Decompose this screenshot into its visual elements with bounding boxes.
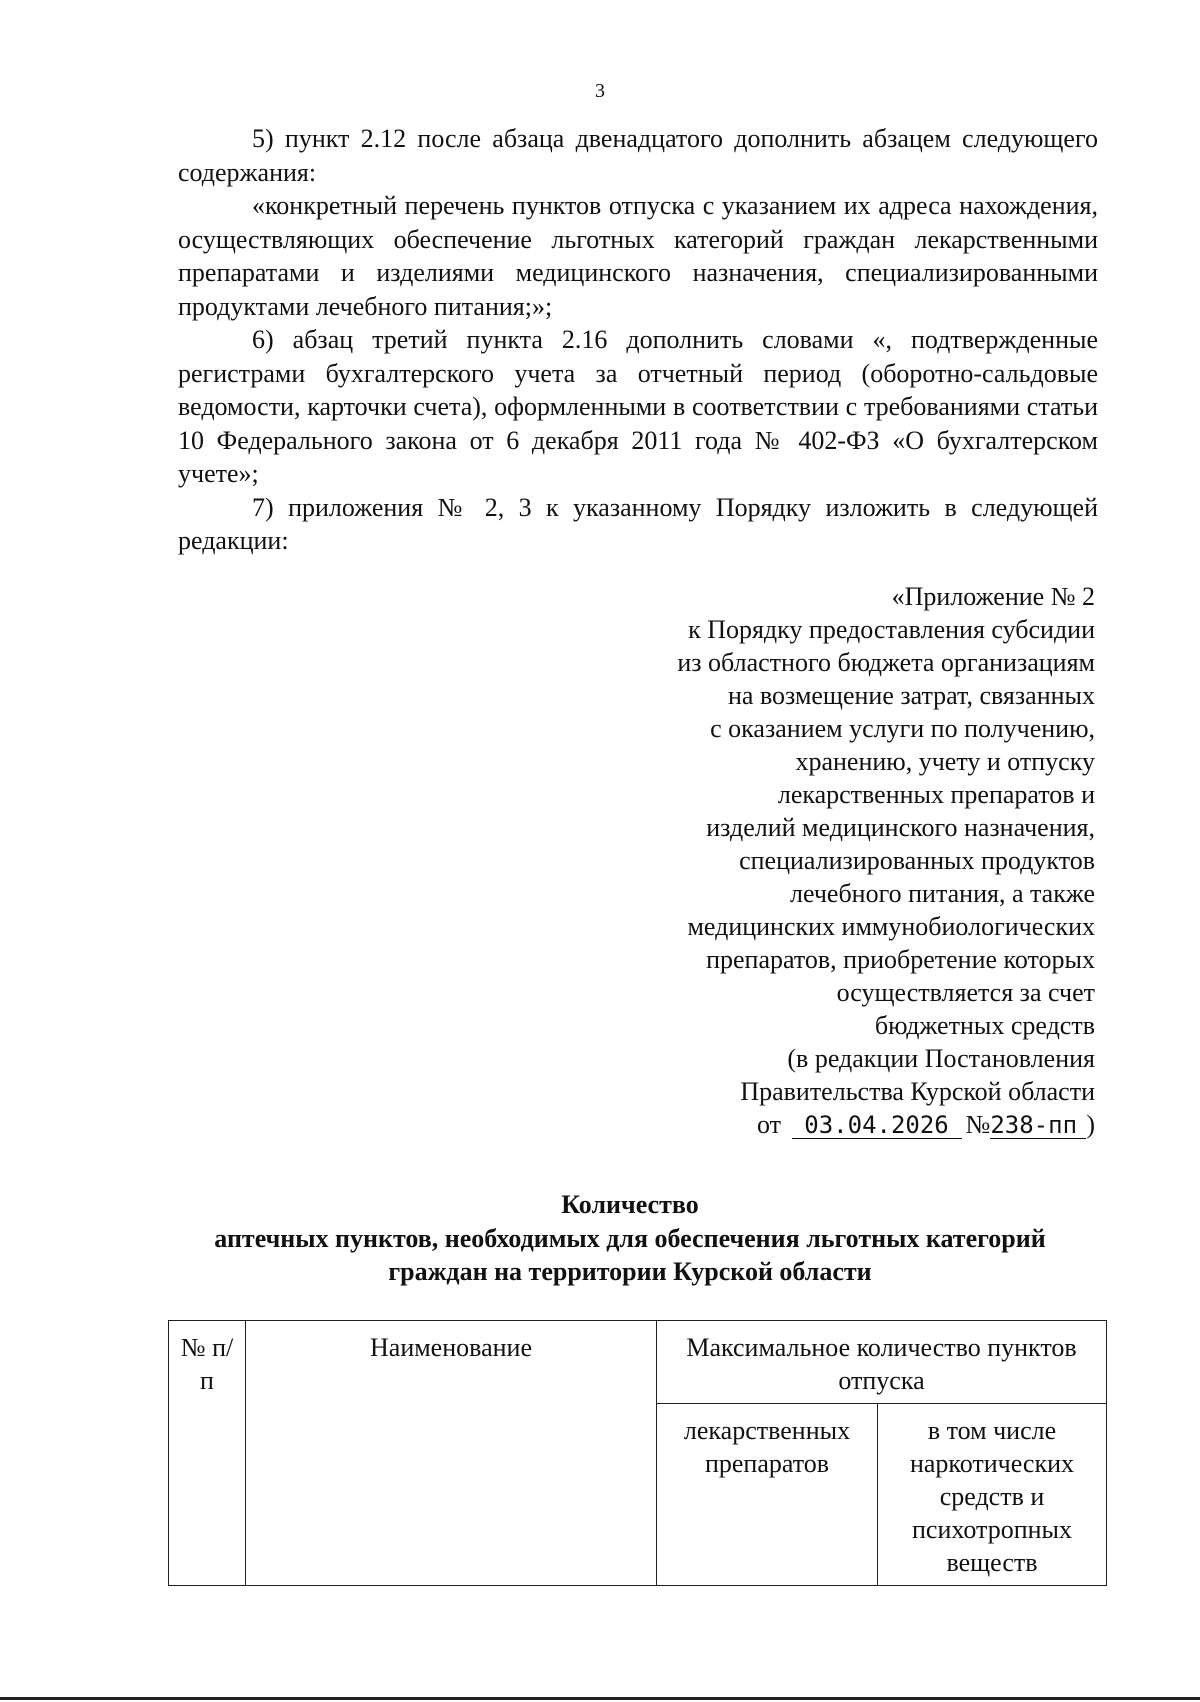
- appendix-line: лечебного питания, а также: [789, 879, 1095, 908]
- resolution-date: 03.04.2026: [792, 1112, 962, 1139]
- appendix-line: хранению, учету и отпуску: [795, 747, 1095, 776]
- appendix-line: изделий медицинского назначения,: [706, 813, 1095, 842]
- appendix-line: на возмещение затрат, связанных: [727, 681, 1095, 710]
- pharmacy-points-table: [168, 1320, 1107, 1586]
- subheader-narcotics: в том числе наркотических средств и психотропных веществ: [878, 1404, 1107, 1586]
- appendix-line: медицинских иммунобиологических: [687, 912, 1095, 941]
- appendix-line: с оказанием услуги по получению,: [710, 714, 1095, 743]
- table-title-line: аптечных пунктов, необходимых для обеспечения льготных категорий: [214, 1223, 1046, 1253]
- appendix-line: Правительства Курской области: [740, 1077, 1095, 1106]
- table-title-line: Количество: [561, 1190, 699, 1219]
- subheader-medicines: лекарственных препаратов: [657, 1404, 878, 1586]
- table-title-line: граждан на территории Курской области: [388, 1257, 872, 1286]
- closing-paren: ): [1086, 1110, 1095, 1139]
- page-bottom-rule: [0, 1697, 1200, 1700]
- page-number: 3: [595, 80, 605, 102]
- table-title: [150, 1188, 1110, 1289]
- appendix-header: [600, 580, 1095, 1141]
- header-name: Наименование: [246, 1321, 657, 1586]
- body-text: [178, 122, 1098, 558]
- resolution-number: 238-пп: [990, 1112, 1086, 1139]
- table-header-row: [169, 1321, 1107, 1404]
- header-max-points: Максимальное количество пунктов отпуска: [657, 1321, 1107, 1404]
- date-prefix: от: [756, 1110, 782, 1139]
- appendix-line: бюджетных средств: [874, 1011, 1095, 1040]
- paragraph-item-6: 6) абзац третий пункта 2.16 дополнить словами «, подтвержденные регистрами бухгалтерского учета за отчетный период (оборотно-сальдовые ведомости, карточки счета), оформленными в соответствии с требованиями статьи 10 Федерального закона от 6 декабря 2011 года № 402-ФЗ «О бухгалтерском учете»;: [178, 325, 1098, 488]
- appendix-line: «Приложение № 2: [891, 582, 1095, 611]
- appendix-line: препаратов, приобретение которых: [706, 945, 1095, 974]
- appendix-line: лекарственных препаратов и: [777, 780, 1095, 809]
- paragraph-item-5: 5) пункт 2.12 после абзаца двенадцатого дополнить абзацем следующего содержания:: [178, 124, 1098, 187]
- appendix-line: специализированных продуктов: [739, 846, 1095, 875]
- appendix-line: осуществляется за счет: [836, 978, 1095, 1007]
- appendix-line: (в редакции Постановления: [787, 1044, 1095, 1073]
- appendix-line: из областного бюджета организациям: [677, 648, 1095, 677]
- paragraph-item-7: 7) приложения № 2, 3 к указанному Порядку изложить в следующей редакции:: [178, 492, 1098, 555]
- paragraph-quoted-text: «конкретный перечень пунктов отпуска с указанием их адреса нахождения, осуществляющих обеспечение льготных категорий граждан лекарственными препаратами и изделиями медицинского назначения, специализированными продуктами лечебного питания;»;: [178, 191, 1098, 321]
- header-number: № п/п: [169, 1321, 246, 1586]
- number-prefix: №: [965, 1110, 991, 1139]
- resolution-dateline: [600, 1108, 1095, 1141]
- appendix-line: к Порядку предоставления субсидии: [688, 615, 1095, 644]
